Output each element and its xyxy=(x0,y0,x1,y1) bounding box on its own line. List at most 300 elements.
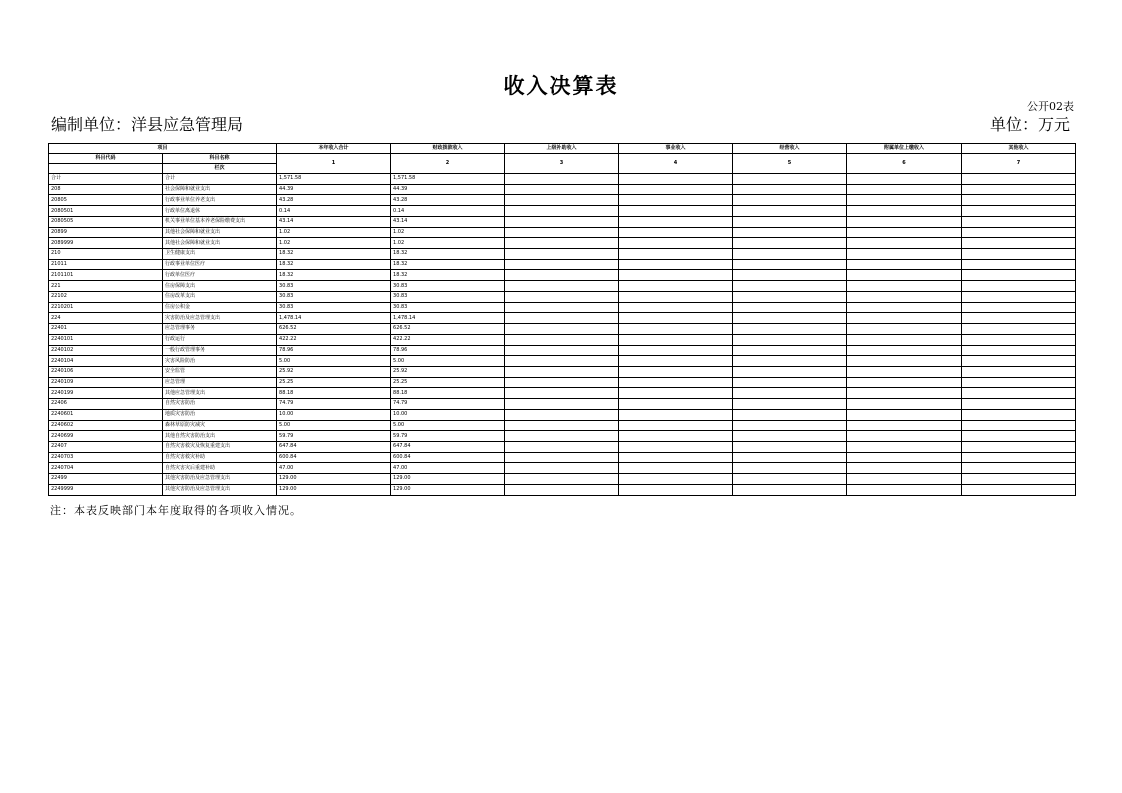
cell-superior xyxy=(505,399,619,410)
currency-unit: 单位：万元 xyxy=(989,115,1070,134)
table-row xyxy=(49,345,1076,356)
header-fiscal: 财政拨款收入 xyxy=(391,144,505,154)
cell-affiliated xyxy=(847,399,962,410)
table-row xyxy=(49,484,1076,495)
cell-other xyxy=(962,356,1076,367)
cell-superior xyxy=(505,484,619,495)
cell-superior xyxy=(505,174,619,185)
cell-name: 自然灾害防治 xyxy=(163,399,277,410)
cell-total: 25.25 xyxy=(277,377,391,388)
cell-name: 其他社会保障和就业支出 xyxy=(163,238,277,249)
table-row xyxy=(49,313,1076,324)
cell-affiliated xyxy=(847,206,962,217)
cell-business xyxy=(619,366,733,377)
cell-fiscal: 129.00 xyxy=(391,474,505,485)
cell-superior xyxy=(505,463,619,474)
column-number: 2 xyxy=(391,154,505,174)
cell-business xyxy=(619,474,733,485)
cell-name: 自然灾害救灾及恢复重建支出 xyxy=(163,441,277,452)
cell-affiliated xyxy=(847,388,962,399)
column-number: 6 xyxy=(847,154,962,174)
cell-fiscal: 43.28 xyxy=(391,195,505,206)
table-row xyxy=(49,184,1076,195)
cell-operating xyxy=(733,366,847,377)
header-code: 科目代码 xyxy=(49,154,163,164)
cell-total: 30.83 xyxy=(277,291,391,302)
cell-other xyxy=(962,388,1076,399)
cell-business xyxy=(619,195,733,206)
cell-fiscal: 59.79 xyxy=(391,431,505,442)
cell-fiscal: 30.83 xyxy=(391,291,505,302)
cell-fiscal: 1.02 xyxy=(391,227,505,238)
cell-code: 22406 xyxy=(49,399,163,410)
cell-operating xyxy=(733,324,847,335)
table-row xyxy=(49,399,1076,410)
table-row xyxy=(49,216,1076,227)
table-row xyxy=(49,195,1076,206)
cell-name: 灾害风险防治 xyxy=(163,356,277,367)
cell-name: 行政运行 xyxy=(163,334,277,345)
cell-business xyxy=(619,249,733,260)
cell-superior xyxy=(505,249,619,260)
table-row xyxy=(49,420,1076,431)
cell-business xyxy=(619,238,733,249)
cell-operating xyxy=(733,227,847,238)
cell-name: 住房改革支出 xyxy=(163,291,277,302)
cell-operating xyxy=(733,345,847,356)
cell-superior xyxy=(505,270,619,281)
cell-other xyxy=(962,270,1076,281)
cell-business xyxy=(619,441,733,452)
cell-other xyxy=(962,441,1076,452)
cell-business xyxy=(619,377,733,388)
cell-code: 20805 xyxy=(49,195,163,206)
header-other: 其他收入 xyxy=(962,144,1076,154)
cell-code: 2240102 xyxy=(49,345,163,356)
header-spacer xyxy=(49,164,163,174)
cell-total: 43.14 xyxy=(277,216,391,227)
cell-operating xyxy=(733,249,847,260)
cell-operating xyxy=(733,291,847,302)
cell-other xyxy=(962,174,1076,185)
cell-other xyxy=(962,195,1076,206)
cell-affiliated xyxy=(847,324,962,335)
cell-other xyxy=(962,227,1076,238)
cell-operating xyxy=(733,431,847,442)
column-number: 5 xyxy=(733,154,847,174)
cell-name: 安全监管 xyxy=(163,366,277,377)
table-row xyxy=(49,388,1076,399)
cell-operating xyxy=(733,474,847,485)
cell-other xyxy=(962,238,1076,249)
cell-operating xyxy=(733,334,847,345)
cell-code: 22102 xyxy=(49,291,163,302)
cell-code: 210 xyxy=(49,249,163,260)
cell-affiliated xyxy=(847,366,962,377)
cell-affiliated xyxy=(847,463,962,474)
cell-total: 10.00 xyxy=(277,409,391,420)
cell-code: 2101101 xyxy=(49,270,163,281)
cell-superior xyxy=(505,291,619,302)
cell-affiliated xyxy=(847,334,962,345)
cell-business xyxy=(619,313,733,324)
header-row xyxy=(49,144,1076,154)
cell-code: 21011 xyxy=(49,259,163,270)
cell-other xyxy=(962,206,1076,217)
cell-code: 2240109 xyxy=(49,377,163,388)
cell-superior xyxy=(505,281,619,292)
cell-affiliated xyxy=(847,238,962,249)
cell-name: 行政单位离退休 xyxy=(163,206,277,217)
column-number: 4 xyxy=(619,154,733,174)
cell-superior xyxy=(505,345,619,356)
compiling-unit: 编制单位：洋县应急管理局 xyxy=(51,115,244,134)
cell-operating xyxy=(733,441,847,452)
table-row xyxy=(49,281,1076,292)
cell-operating xyxy=(733,356,847,367)
cell-operating xyxy=(733,184,847,195)
cell-affiliated xyxy=(847,420,962,431)
table-row xyxy=(49,259,1076,270)
cell-business xyxy=(619,174,733,185)
cell-other xyxy=(962,249,1076,260)
cell-superior xyxy=(505,195,619,206)
cell-business xyxy=(619,270,733,281)
cell-fiscal: 422.22 xyxy=(391,334,505,345)
cell-code: 2240703 xyxy=(49,452,163,463)
cell-business xyxy=(619,259,733,270)
header-operating: 经营收入 xyxy=(733,144,847,154)
cell-operating xyxy=(733,206,847,217)
cell-total: 626.52 xyxy=(277,324,391,335)
cell-code: 2210201 xyxy=(49,302,163,313)
header-item: 项目 xyxy=(49,144,277,154)
cell-affiliated xyxy=(847,474,962,485)
cell-code: 2249999 xyxy=(49,484,163,495)
cell-business xyxy=(619,206,733,217)
cell-business xyxy=(619,463,733,474)
cell-superior xyxy=(505,441,619,452)
table-row xyxy=(49,409,1076,420)
cell-affiliated xyxy=(847,484,962,495)
cell-superior xyxy=(505,420,619,431)
cell-other xyxy=(962,324,1076,335)
cell-name: 森林草原防灾减灾 xyxy=(163,420,277,431)
cell-code: 2240199 xyxy=(49,388,163,399)
cell-superior xyxy=(505,313,619,324)
cell-affiliated xyxy=(847,227,962,238)
cell-fiscal: 30.83 xyxy=(391,302,505,313)
cell-total: 5.00 xyxy=(277,356,391,367)
cell-total: 18.32 xyxy=(277,249,391,260)
table-row xyxy=(49,291,1076,302)
table-row xyxy=(49,366,1076,377)
table-row xyxy=(49,238,1076,249)
cell-total: 44.39 xyxy=(277,184,391,195)
cell-affiliated xyxy=(847,431,962,442)
cell-other xyxy=(962,313,1076,324)
cell-operating xyxy=(733,452,847,463)
cell-superior xyxy=(505,356,619,367)
cell-total: 600.84 xyxy=(277,452,391,463)
cell-fiscal: 647.84 xyxy=(391,441,505,452)
cell-name: 应急管理事务 xyxy=(163,324,277,335)
cell-other xyxy=(962,259,1076,270)
cell-name: 合计 xyxy=(163,174,277,185)
cell-fiscal: 30.83 xyxy=(391,281,505,292)
cell-code: 2080501 xyxy=(49,206,163,217)
cell-other xyxy=(962,452,1076,463)
cell-affiliated xyxy=(847,441,962,452)
cell-code: 2240704 xyxy=(49,463,163,474)
cell-affiliated xyxy=(847,452,962,463)
cell-other xyxy=(962,409,1076,420)
cell-superior xyxy=(505,216,619,227)
cell-operating xyxy=(733,484,847,495)
cell-business xyxy=(619,216,733,227)
cell-affiliated xyxy=(847,259,962,270)
cell-name: 其他应急管理支出 xyxy=(163,388,277,399)
cell-affiliated xyxy=(847,249,962,260)
cell-affiliated xyxy=(847,184,962,195)
cell-other xyxy=(962,484,1076,495)
cell-name: 住房保障支出 xyxy=(163,281,277,292)
cell-superior xyxy=(505,206,619,217)
cell-code: 22407 xyxy=(49,441,163,452)
table-row xyxy=(49,377,1076,388)
cell-fiscal: 129.00 xyxy=(391,484,505,495)
cell-operating xyxy=(733,313,847,324)
cell-name: 卫生健康支出 xyxy=(163,249,277,260)
cell-business xyxy=(619,409,733,420)
cell-fiscal: 1.02 xyxy=(391,238,505,249)
cell-total: 647.84 xyxy=(277,441,391,452)
cell-business xyxy=(619,420,733,431)
form-number: 公开02表 xyxy=(1027,100,1074,113)
cell-fiscal: 5.00 xyxy=(391,356,505,367)
cell-code: 2240104 xyxy=(49,356,163,367)
cell-affiliated xyxy=(847,356,962,367)
cell-total: 1,478.14 xyxy=(277,313,391,324)
cell-name: 其他灾害防治及应急管理支出 xyxy=(163,474,277,485)
cell-code: 22499 xyxy=(49,474,163,485)
cell-name: 住房公积金 xyxy=(163,302,277,313)
cell-business xyxy=(619,484,733,495)
cell-operating xyxy=(733,409,847,420)
cell-total: 5.00 xyxy=(277,420,391,431)
cell-business xyxy=(619,452,733,463)
cell-total: 1,571.58 xyxy=(277,174,391,185)
cell-superior xyxy=(505,227,619,238)
table-row xyxy=(49,452,1076,463)
cell-fiscal: 74.79 xyxy=(391,399,505,410)
cell-affiliated xyxy=(847,345,962,356)
income-table xyxy=(48,143,1076,496)
cell-superior xyxy=(505,474,619,485)
cell-code: 208 xyxy=(49,184,163,195)
cell-total: 78.96 xyxy=(277,345,391,356)
cell-name: 一般行政管理事务 xyxy=(163,345,277,356)
cell-business xyxy=(619,291,733,302)
cell-other xyxy=(962,302,1076,313)
cell-fiscal: 1,571.58 xyxy=(391,174,505,185)
cell-total: 1.02 xyxy=(277,238,391,249)
cell-other xyxy=(962,184,1076,195)
table-row xyxy=(49,206,1076,217)
cell-business xyxy=(619,302,733,313)
cell-total: 1.02 xyxy=(277,227,391,238)
cell-operating xyxy=(733,388,847,399)
cell-superior xyxy=(505,377,619,388)
cell-operating xyxy=(733,216,847,227)
cell-operating xyxy=(733,259,847,270)
cell-operating xyxy=(733,420,847,431)
cell-fiscal: 626.52 xyxy=(391,324,505,335)
page-title: 收入决算表 xyxy=(503,73,619,98)
cell-code: 20899 xyxy=(49,227,163,238)
cell-superior xyxy=(505,334,619,345)
cell-name: 社会保障和就业支出 xyxy=(163,184,277,195)
table-row xyxy=(49,174,1076,185)
cell-total: 59.79 xyxy=(277,431,391,442)
cell-affiliated xyxy=(847,302,962,313)
cell-fiscal: 47.00 xyxy=(391,463,505,474)
cell-affiliated xyxy=(847,313,962,324)
cell-operating xyxy=(733,302,847,313)
cell-other xyxy=(962,431,1076,442)
cell-affiliated xyxy=(847,291,962,302)
cell-fiscal: 600.84 xyxy=(391,452,505,463)
table-row xyxy=(49,474,1076,485)
cell-operating xyxy=(733,399,847,410)
cell-business xyxy=(619,399,733,410)
cell-total: 25.92 xyxy=(277,366,391,377)
cell-affiliated xyxy=(847,270,962,281)
cell-other xyxy=(962,463,1076,474)
cell-name: 自然灾害灾后重建补助 xyxy=(163,463,277,474)
cell-name: 其他自然灾害防治支出 xyxy=(163,431,277,442)
cell-superior xyxy=(505,302,619,313)
table-row xyxy=(49,324,1076,335)
cell-operating xyxy=(733,463,847,474)
cell-total: 43.28 xyxy=(277,195,391,206)
cell-fiscal: 78.96 xyxy=(391,345,505,356)
cell-fiscal: 18.32 xyxy=(391,249,505,260)
cell-operating xyxy=(733,174,847,185)
column-number: 3 xyxy=(505,154,619,174)
table-row xyxy=(49,356,1076,367)
table-row xyxy=(49,431,1076,442)
cell-other xyxy=(962,366,1076,377)
cell-name: 机关事业单位基本养老保险缴费支出 xyxy=(163,216,277,227)
cell-total: 18.32 xyxy=(277,270,391,281)
cell-affiliated xyxy=(847,281,962,292)
cell-fiscal: 0.14 xyxy=(391,206,505,217)
cell-superior xyxy=(505,431,619,442)
cell-code: 2240699 xyxy=(49,431,163,442)
cell-code: 22401 xyxy=(49,324,163,335)
table-row xyxy=(49,249,1076,260)
cell-name: 行政事业单位养老支出 xyxy=(163,195,277,206)
cell-name: 自然灾害救灾补助 xyxy=(163,452,277,463)
cell-superior xyxy=(505,324,619,335)
column-number: 1 xyxy=(277,154,391,174)
table-note: 注：本表反映部门本年度取得的各项收入情况。 xyxy=(50,504,302,517)
cell-business xyxy=(619,227,733,238)
cell-fiscal: 43.14 xyxy=(391,216,505,227)
cell-operating xyxy=(733,281,847,292)
cell-other xyxy=(962,420,1076,431)
cell-code: 2089999 xyxy=(49,238,163,249)
header-name: 科目名称 xyxy=(163,154,277,164)
cell-other xyxy=(962,474,1076,485)
cell-fiscal: 25.25 xyxy=(391,377,505,388)
cell-business xyxy=(619,184,733,195)
cell-affiliated xyxy=(847,216,962,227)
cell-code: 2240101 xyxy=(49,334,163,345)
cell-superior xyxy=(505,259,619,270)
cell-other xyxy=(962,399,1076,410)
header-affiliated: 附属单位上缴收入 xyxy=(847,144,962,154)
table-row xyxy=(49,334,1076,345)
cell-total: 422.22 xyxy=(277,334,391,345)
cell-business xyxy=(619,431,733,442)
cell-total: 30.83 xyxy=(277,302,391,313)
cell-name: 其他社会保障和就业支出 xyxy=(163,227,277,238)
cell-code: 221 xyxy=(49,281,163,292)
cell-operating xyxy=(733,238,847,249)
cell-superior xyxy=(505,238,619,249)
cell-other xyxy=(962,216,1076,227)
table-row xyxy=(49,302,1076,313)
cell-other xyxy=(962,281,1076,292)
cell-code: 2080505 xyxy=(49,216,163,227)
cell-code: 224 xyxy=(49,313,163,324)
cell-superior xyxy=(505,366,619,377)
column-number: 7 xyxy=(962,154,1076,174)
cell-other xyxy=(962,291,1076,302)
cell-name: 地质灾害防治 xyxy=(163,409,277,420)
cell-operating xyxy=(733,377,847,388)
cell-business xyxy=(619,345,733,356)
table-row xyxy=(49,441,1076,452)
cell-code: 合计 xyxy=(49,174,163,185)
cell-superior xyxy=(505,388,619,399)
cell-name: 行政单位医疗 xyxy=(163,270,277,281)
cell-code: 2240601 xyxy=(49,409,163,420)
cell-affiliated xyxy=(847,377,962,388)
cell-fiscal: 18.32 xyxy=(391,270,505,281)
cell-total: 74.79 xyxy=(277,399,391,410)
cell-total: 18.32 xyxy=(277,259,391,270)
header-column-label: 栏次 xyxy=(163,164,277,174)
cell-operating xyxy=(733,270,847,281)
cell-code: 2240602 xyxy=(49,420,163,431)
cell-total: 129.00 xyxy=(277,474,391,485)
cell-fiscal: 1,478.14 xyxy=(391,313,505,324)
cell-fiscal: 88.18 xyxy=(391,388,505,399)
cell-other xyxy=(962,345,1076,356)
cell-other xyxy=(962,377,1076,388)
cell-other xyxy=(962,334,1076,345)
table-row xyxy=(49,227,1076,238)
cell-name: 其他灾害防治及应急管理支出 xyxy=(163,484,277,495)
cell-business xyxy=(619,324,733,335)
cell-name: 灾害防治及应急管理支出 xyxy=(163,313,277,324)
table-row xyxy=(49,270,1076,281)
header-business: 事业收入 xyxy=(619,144,733,154)
header-superior: 上级补助收入 xyxy=(505,144,619,154)
